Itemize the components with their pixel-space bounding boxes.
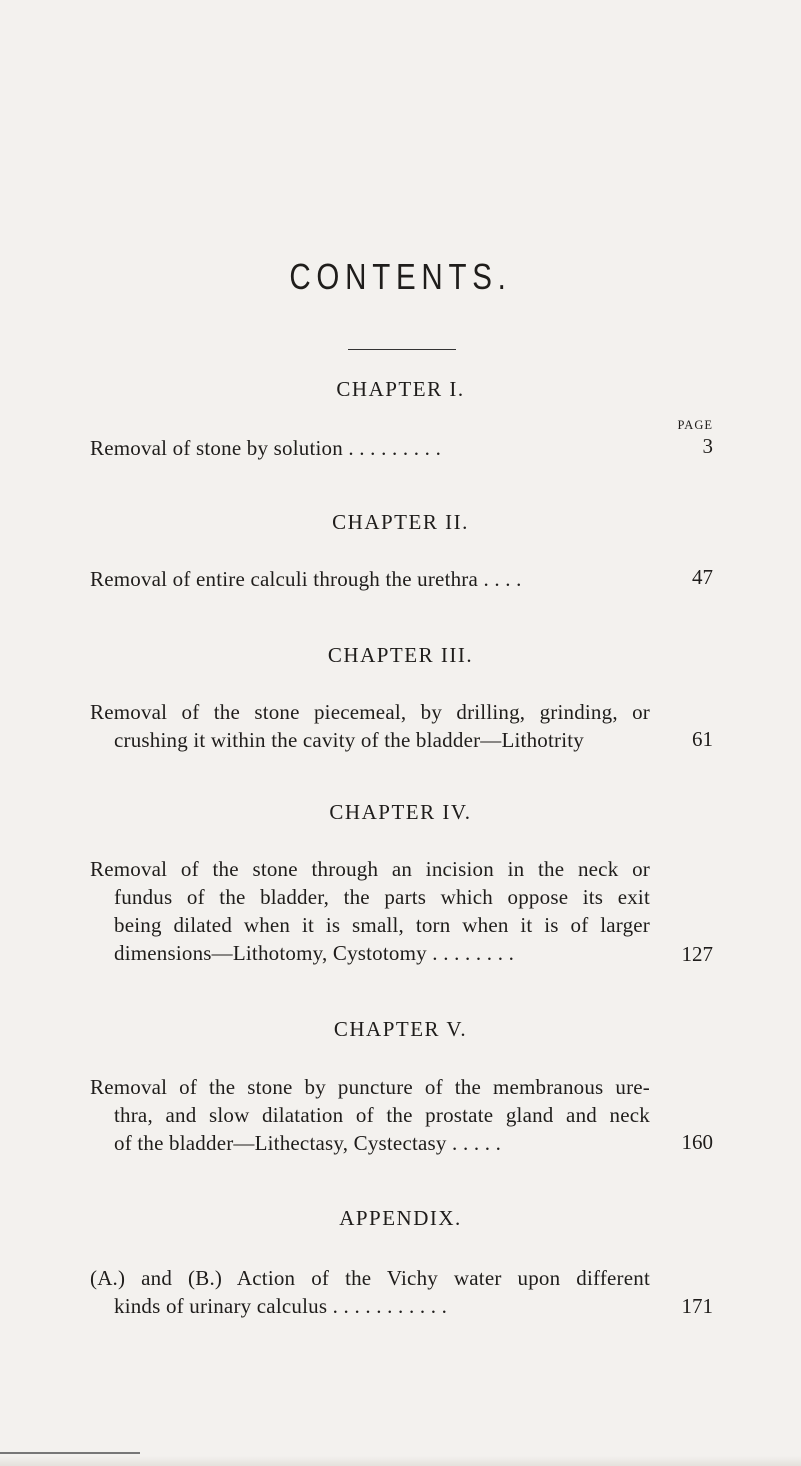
chapter-5-entry bbox=[90, 1073, 650, 1157]
appendix-page-number: 171 bbox=[681, 1294, 713, 1318]
chapter-1-line-1: Removal of stone by solution . . . . . . . . . bbox=[90, 436, 442, 460]
chapter-1-page-number: 3 bbox=[702, 434, 713, 458]
chapter-3-entry bbox=[90, 698, 650, 754]
chapter-2-line-1: Removal of entire calculi through the urethra . . . . bbox=[90, 567, 522, 591]
chapter-4-line-2: fundus of the bladder, the parts which oppose its exit bbox=[114, 885, 650, 909]
chapter-4-line-4: dimensions—Lithotomy, Cystotomy . . . . . . . . bbox=[114, 941, 515, 965]
chapter-4-heading: CHAPTER IV. bbox=[329, 800, 472, 824]
chapter-4-line-1: Removal of the stone through an incision in the neck or bbox=[90, 857, 650, 881]
chapter-2-entry bbox=[90, 565, 650, 593]
appendix-entry bbox=[90, 1264, 650, 1320]
chapter-4-line-3: being dilated when it is small, torn when it is of larger bbox=[114, 913, 650, 937]
page-column-label: PAGE bbox=[677, 418, 713, 432]
chapter-5-page-number: 160 bbox=[681, 1130, 713, 1154]
chapter-3-heading: CHAPTER III. bbox=[327, 643, 474, 667]
page-edge-mark bbox=[0, 1452, 140, 1454]
page-bottom-shade bbox=[0, 1456, 801, 1466]
chapter-4-page-number: 127 bbox=[681, 942, 713, 966]
chapter-3-line-2: crushing it within the cavity of the bladder—Lithotrity bbox=[114, 728, 584, 752]
chapter-5-heading: CHAPTER V. bbox=[333, 1017, 468, 1041]
appendix-line-1: (A.) and (B.) Action of the Vichy water upon different bbox=[90, 1266, 650, 1290]
title-rule bbox=[348, 349, 456, 350]
appendix-line-2: kinds of urinary calculus . . . . . . . . . . . bbox=[114, 1294, 448, 1318]
chapter-4-entry bbox=[90, 855, 650, 967]
chapter-3-page-number: 61 bbox=[692, 727, 713, 751]
chapter-5-line-2: thra, and slow dilatation of the prostate gland and neck bbox=[114, 1103, 650, 1127]
chapter-1-entry bbox=[90, 434, 650, 462]
chapter-2-heading: CHAPTER II. bbox=[332, 510, 469, 534]
chapter-1-heading: CHAPTER I. bbox=[336, 377, 465, 401]
chapter-5-line-3: of the bladder—Lithectasy, Cystectasy . . . . . bbox=[114, 1131, 502, 1155]
chapter-5-line-1: Removal of the stone by puncture of the membranous ure- bbox=[90, 1075, 650, 1099]
appendix-heading: APPENDIX. bbox=[339, 1206, 462, 1230]
contents-title: CONTENTS. bbox=[289, 256, 512, 297]
chapter-3-line-1: Removal of the stone piecemeal, by drilling, grinding, or bbox=[90, 700, 650, 724]
chapter-2-page-number: 47 bbox=[692, 565, 713, 589]
